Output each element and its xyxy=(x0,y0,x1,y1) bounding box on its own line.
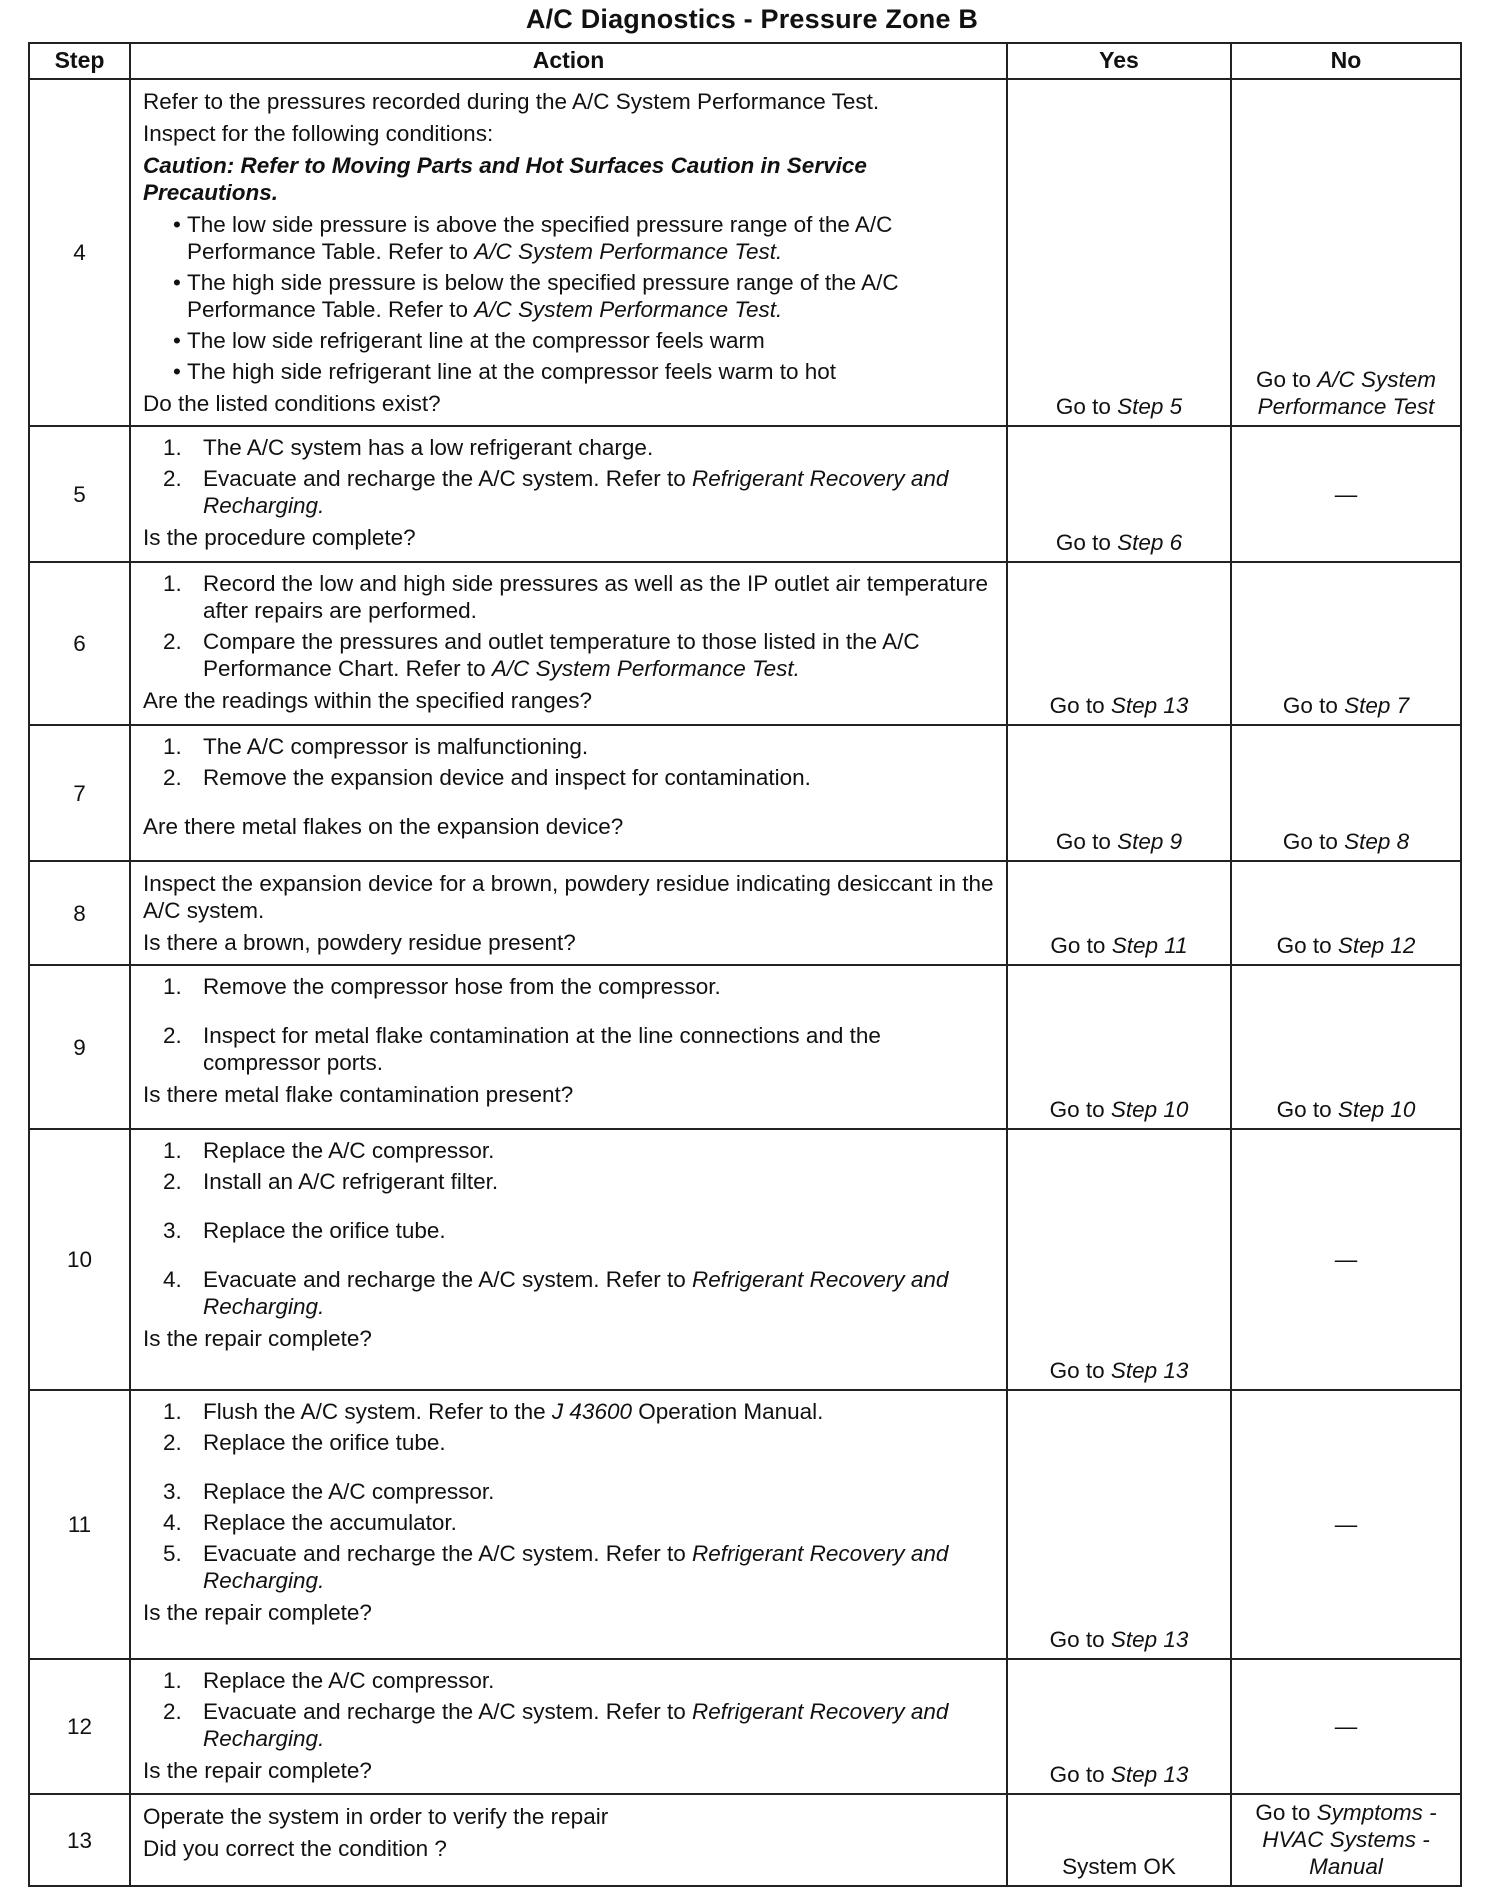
action-cell xyxy=(130,965,1007,1129)
list-item: • The low side refrigerant line at the compressor feels warm xyxy=(173,327,996,354)
table-row xyxy=(29,965,1461,1129)
yes-cell: Go to Step 13 xyxy=(1007,1390,1231,1659)
header-action: Action xyxy=(130,43,1007,79)
action-text: Refer to the pressures recorded during the A/C System Performance Test. xyxy=(143,89,880,114)
list-item: 5. Evacuate and recharge the A/C system. Refer to Refrigerant Recovery and Recharging. xyxy=(163,1541,949,1593)
yes-cell: System OK xyxy=(1007,1794,1231,1886)
action-cell xyxy=(130,1659,1007,1794)
step-number: 13 xyxy=(29,1794,130,1886)
no-cell: Go to Step 7 xyxy=(1231,562,1461,725)
header-step: Step xyxy=(29,43,130,79)
no-cell: Go to Step 8 xyxy=(1231,725,1461,861)
action-cell xyxy=(130,1390,1007,1659)
step-number: 6 xyxy=(29,562,130,725)
question-text: Is the repair complete? xyxy=(143,1326,372,1351)
yes-cell: Go to Step 9 xyxy=(1007,725,1231,861)
list-item: 1. The A/C compressor is malfunctioning. xyxy=(163,734,589,759)
header-yes: Yes xyxy=(1007,43,1231,79)
step-number: 8 xyxy=(29,861,130,965)
list-item: 2. Replace the orifice tube. xyxy=(163,1430,446,1455)
no-cell: — xyxy=(1231,426,1461,562)
yes-cell: Go to Step 11 xyxy=(1007,861,1231,965)
question-text: Did you correct the condition ? xyxy=(143,1836,447,1861)
list-item: 1. Flush the A/C system. Refer to the J 43600 Operation Manual. xyxy=(163,1399,824,1424)
table-row xyxy=(29,426,1461,562)
list-item: 3. Replace the A/C compressor. xyxy=(163,1479,495,1504)
question-text: Is the procedure complete? xyxy=(143,525,416,550)
action-cell xyxy=(130,562,1007,725)
list-item: 1. Record the low and high side pressures as well as the IP outlet air temperature after repairs are performed. xyxy=(163,571,989,623)
step-number: 5 xyxy=(29,426,130,562)
table-header-row xyxy=(29,43,1461,79)
action-text: Inspect the expansion device for a brown, powdery residue indicating desiccant in the A/C system. xyxy=(143,871,994,923)
list-item: 4. Replace the accumulator. xyxy=(163,1510,457,1535)
diagnostic-table xyxy=(28,42,1462,1887)
no-cell: — xyxy=(1231,1390,1461,1659)
list-item: 1. Remove the compressor hose from the compressor. xyxy=(163,974,721,999)
action-cell xyxy=(130,1794,1007,1886)
step-number: 11 xyxy=(29,1390,130,1659)
question-text: Is there a brown, powdery residue present? xyxy=(143,930,576,955)
yes-cell: Go to Step 13 xyxy=(1007,1129,1231,1390)
condition-list xyxy=(143,211,996,385)
table-row xyxy=(29,1129,1461,1390)
list-item: 1. Replace the A/C compressor. xyxy=(163,1138,495,1163)
list-item: 2. Evacuate and recharge the A/C system. Refer to Refrigerant Recovery and Recharging. xyxy=(163,466,949,518)
question-text: Is there metal flake contamination present? xyxy=(143,1082,574,1107)
list-item: 2. Compare the pressures and outlet temperature to those listed in the A/C Performance Chart. Refer to A/C System Performance Test. xyxy=(163,629,920,681)
step-number: 4 xyxy=(29,79,130,426)
list-item: 2. Evacuate and recharge the A/C system. Refer to Refrigerant Recovery and Recharging. xyxy=(163,1699,949,1751)
table-row xyxy=(29,79,1461,426)
page-title: A/C Diagnostics - Pressure Zone B xyxy=(525,4,979,34)
no-cell: — xyxy=(1231,1659,1461,1794)
table-row xyxy=(29,1390,1461,1659)
action-text: Inspect for the following conditions: xyxy=(143,121,494,146)
no-cell: Go to A/C System Performance Test xyxy=(1231,79,1461,426)
question-text: Is the repair complete? xyxy=(143,1758,372,1783)
yes-cell: Go to Step 6 xyxy=(1007,426,1231,562)
question-text: Are there metal flakes on the expansion device? xyxy=(143,814,624,839)
step-number: 12 xyxy=(29,1659,130,1794)
no-cell: Go to Step 10 xyxy=(1231,965,1461,1129)
table-row xyxy=(29,562,1461,725)
yes-cell: Go to Step 10 xyxy=(1007,965,1231,1129)
yes-cell: Go to Step 13 xyxy=(1007,1659,1231,1794)
action-cell xyxy=(130,79,1007,426)
table-row xyxy=(29,1794,1461,1886)
no-cell: Go to Step 12 xyxy=(1231,861,1461,965)
list-item: • The low side pressure is above the specified pressure range of the A/C Performance Table. Refer to A/C System Performance Test. xyxy=(173,211,996,265)
no-cell: — xyxy=(1231,1129,1461,1390)
question-text: Do the listed conditions exist? xyxy=(143,391,441,416)
question-text: Are the readings within the specified ranges? xyxy=(143,688,593,713)
list-item: 2. Remove the expansion device and inspect for contamination. xyxy=(163,765,811,790)
table-row xyxy=(29,861,1461,965)
yes-cell: Go to Step 13 xyxy=(1007,562,1231,725)
list-item: 3. Replace the orifice tube. xyxy=(163,1218,446,1243)
list-item: • The high side refrigerant line at the compressor feels warm to hot xyxy=(173,358,996,385)
list-item: 2. Install an A/C refrigerant filter. xyxy=(163,1169,499,1194)
action-cell xyxy=(130,861,1007,965)
action-text: Operate the system in order to verify the repair xyxy=(143,1804,609,1829)
action-cell xyxy=(130,725,1007,861)
header-no: No xyxy=(1231,43,1461,79)
list-item: 1. The A/C system has a low refrigerant charge. xyxy=(163,435,654,460)
list-item: 1. Replace the A/C compressor. xyxy=(163,1668,495,1693)
table-row xyxy=(29,1659,1461,1794)
step-number: 9 xyxy=(29,965,130,1129)
list-item: 2. Inspect for metal flake contamination at the line connections and the compressor ports. xyxy=(163,1023,881,1075)
yes-cell: Go to Step 5 xyxy=(1007,79,1231,426)
list-item: • The high side pressure is below the specified pressure range of the A/C Performance Table. Refer to A/C System Performance Test. xyxy=(173,269,996,323)
action-cell xyxy=(130,1129,1007,1390)
caution-text: Caution: Refer to Moving Parts and Hot Surfaces Caution in Service Precautions. xyxy=(143,153,867,205)
step-number: 7 xyxy=(29,725,130,861)
table-row xyxy=(29,725,1461,861)
step-number: 10 xyxy=(29,1129,130,1390)
list-item: 4. Evacuate and recharge the A/C system. Refer to Refrigerant Recovery and Recharging. xyxy=(163,1267,949,1319)
question-text: Is the repair complete? xyxy=(143,1600,372,1625)
no-cell: Go to Symptoms - HVAC Systems - Manual xyxy=(1231,1794,1461,1886)
action-cell xyxy=(130,426,1007,562)
